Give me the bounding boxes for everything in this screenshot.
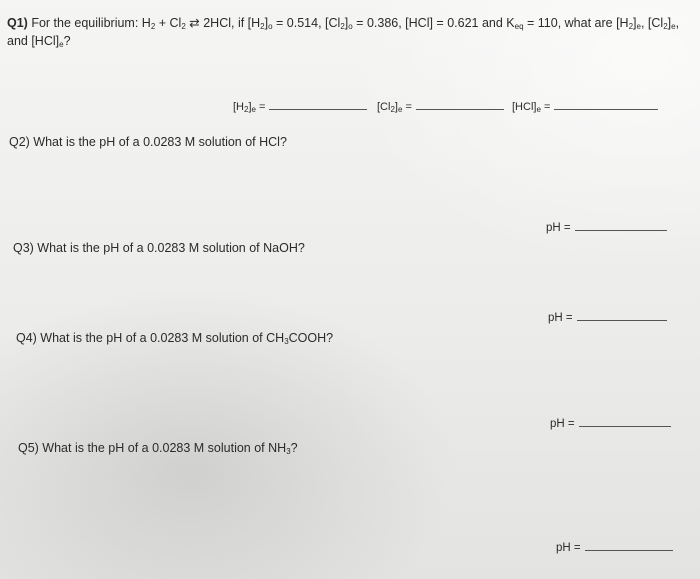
answer-q2-label: pH = — [546, 222, 571, 234]
question-1-number: Q1) — [7, 16, 28, 30]
answer-hcl-equilibrium — [512, 101, 658, 113]
answer-q3-label: pH = — [548, 312, 573, 324]
answer-q2-blank[interactable] — [575, 229, 667, 231]
answer-q5-blank[interactable] — [585, 549, 673, 551]
answer-cl2-equilibrium — [377, 101, 504, 113]
question-4: Q4) What is the pH of a 0.0283 M solution of $CH_3COOH$? — [16, 331, 334, 346]
answer-q5-label: pH = — [556, 542, 581, 554]
answer-h2-label: $[H_2]_e$ = — [233, 101, 266, 114]
answer-q3 — [548, 312, 667, 324]
question-5: Q5) What is the pH of a 0.0283 M solution of $NH_3$? — [18, 441, 298, 456]
answer-q4-blank[interactable] — [579, 425, 671, 427]
answer-q3-blank[interactable] — [577, 319, 667, 321]
question-3: Q3) What is the pH of a 0.0283 M solution of NaOH? — [13, 241, 305, 255]
answer-q4 — [550, 418, 671, 430]
answer-q5 — [556, 542, 673, 554]
answer-cl2-blank[interactable] — [416, 108, 504, 110]
q1-text-line2: and $[HCl]_e$? — [7, 34, 71, 49]
answer-h2-equilibrium — [233, 101, 367, 113]
answer-cl2-label: $[Cl_2]_e$ = — [377, 101, 412, 114]
answer-q2 — [546, 222, 667, 234]
answer-q4-label: pH = — [550, 418, 575, 430]
question-2: Q2) What is the pH of a 0.0283 M solution of HCl? — [9, 135, 287, 149]
answer-hcl-blank[interactable] — [554, 108, 658, 110]
q1-text: For the equilibrium: $H_2 + Cl_2$ ⇄ 2HCl, if $[H_2]_o = 0.514$, $[Cl_2]_o = 0.386$, [HCl] = 0.621 and $K_{eq} = 110$, what are $[H_2]_e$, $[Cl_2]_e$, — [31, 16, 680, 31]
question-1 — [7, 14, 687, 50]
answer-hcl-label: $[HCl]_e$ = — [512, 101, 551, 114]
answer-h2-blank[interactable] — [269, 108, 367, 110]
